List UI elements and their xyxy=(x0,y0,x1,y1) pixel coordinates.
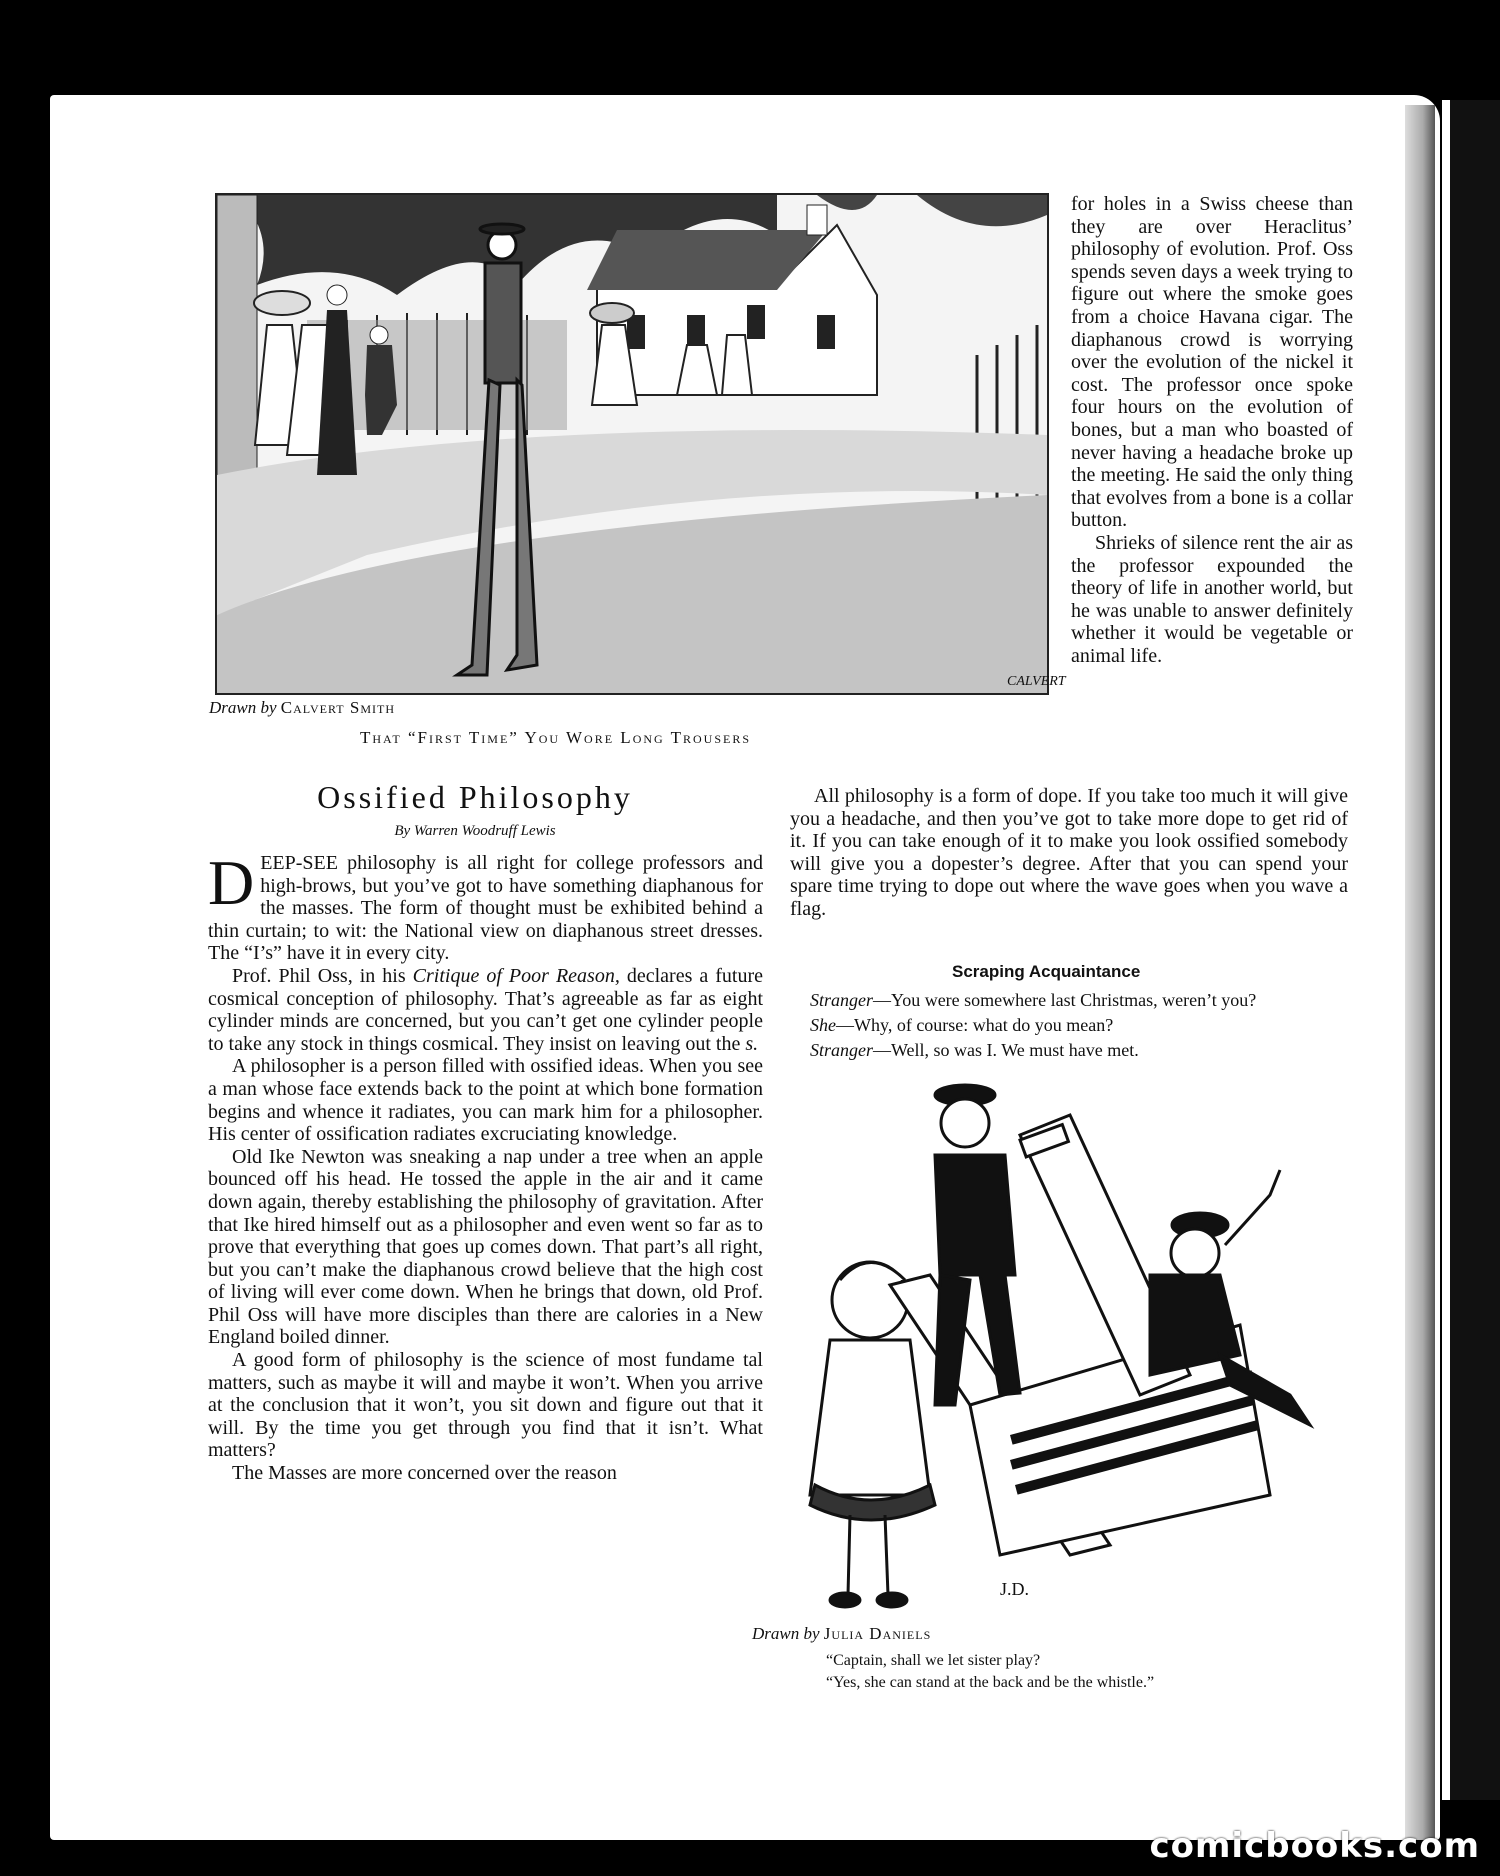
joke-line-1 xyxy=(810,988,1370,1013)
paragraph-masses: The Masses are more concerned over the reason xyxy=(232,1462,617,1485)
bottom-illustration-caption xyxy=(826,1650,1154,1694)
credit-artist-name: Calvert Smith xyxy=(280,698,395,717)
site-watermark: comicbooks.com xyxy=(1149,1826,1480,1866)
top-illustration-caption: That “First Time” You Wore Long Trousers xyxy=(360,728,752,747)
line-text: —Why, of course: what do you mean? xyxy=(836,1015,1114,1035)
joke-dialog xyxy=(810,988,1370,1063)
right-column-top xyxy=(1071,193,1353,667)
bottom-illustration-credit xyxy=(752,1624,931,1644)
line-text: —Well, so was I. We must have met. xyxy=(873,1040,1139,1060)
paragraph-deep-see-text: EEP-SEE philosophy is all right for college professors and high-brows, but you’ve got to have something diaphanous for the masses. The form of thought must be exhibited behind a thin curtain; to wit: the National view on diaphanous street dresses. The “I’s” have it in every city. xyxy=(208,852,763,965)
joke-heading: Scraping Acquaintance xyxy=(952,962,1141,981)
left-column xyxy=(208,847,764,1485)
caption-line-1: “Captain, shall we let sister play? xyxy=(826,1652,1041,1669)
p2-part-b: declares a future cosmical conception of philosophy. That’s agreeable as far as eight cylinder minds are concerned, but you can’t get one cylinder people to take any stock in things cosmical. They insist on leaving out the xyxy=(208,964,764,1055)
paragraph-ike-newton: Old Ike Newton was sneaking a nap under a tree when an apple bounced off his head. He tossed the apple in the air and it came down again, thereby establishing the philosophy of gravitation. After that Ike hired himself out as a philosopher and even went so far as to prove that everything that goes up comes down. That part’s all right, but you can’t make the diaphanous crowd believe that the high cost of living will ever come down. When he brings that down, old Prof. Phil Oss will have more disciples than there are calories in a New England boiled dinner. xyxy=(208,1145,763,1349)
illustration-captain-and-sister xyxy=(770,1075,1350,1615)
joke-line-2 xyxy=(810,1013,1370,1038)
calvert-signature: CALVERT xyxy=(1007,674,1066,689)
speaker-stranger: Stranger xyxy=(810,990,873,1010)
paragraph-good-form: A good form of philosophy is the science of most fundame tal matters, such as maybe it will and maybe it won’t. When you arrive at the conclusion that it won’t, you sit down and figure out that it will. By the time you get through you find that it isn’t. What matters? xyxy=(208,1349,763,1462)
speaker-stranger: Stranger xyxy=(810,1040,873,1060)
speaker-she: She xyxy=(810,1015,836,1035)
paragraph-swiss-cheese: for holes in a Swiss cheese than they are over Heraclitus’ philosophy of evolution. Prof. Oss spends seven days a week trying to figure out where the smoke goes from a choice Havana cigar. The diaphanous crowd is worrying over the evolution of the nickel it cost. The professor once spoke four hours on the evolution of bones, but a man who boasted of never having a headache broke up the meeting. He said the only thing that evolves from a bone is a collar button. xyxy=(1071,193,1353,532)
line-text: —You were somewhere last Christmas, weren’t you? xyxy=(873,990,1257,1010)
page-spine-shadow xyxy=(1405,105,1435,1840)
next-page-dark-band xyxy=(1450,100,1500,1800)
book-title-critique: Critique of Poor Reason, xyxy=(412,964,620,987)
caption-line-2: “Yes, she can stand at the back and be the whistle.” xyxy=(826,1674,1155,1691)
paragraph-shrieks-of-silence: Shrieks of silence rent the air as the professor expounded the theory of life in another world, but he was unable to answer definitely whether it would be vegetable or animal life. xyxy=(1071,531,1353,667)
article-title: Ossified Philosophy xyxy=(317,779,633,815)
illustration-long-trousers xyxy=(215,193,1066,695)
jd-signature: J.D. xyxy=(1000,1579,1030,1599)
right-column-middle xyxy=(790,785,1348,921)
p2-italic-s: s. xyxy=(745,1032,759,1055)
p2-part-a: Prof. Phil Oss, in his xyxy=(232,964,413,987)
joke-line-3 xyxy=(810,1038,1370,1063)
paragraph-dope: All philosophy is a form of dope. If you take too much it will give you a headache, and then you’ve got to take more dope to get rid of it. If you can take enough of it to make you look ossified somebody will give you a dopester’s degree. After that you can spend your spare time trying to dope out where the wave goes when you wave a flag. xyxy=(790,785,1348,920)
credit-prefix: Drawn by xyxy=(209,698,277,717)
credit-artist-name: Julia Daniels xyxy=(823,1624,932,1643)
article-byline: By Warren Woodruff Lewis xyxy=(394,823,556,839)
paragraph-deep-see xyxy=(208,847,763,965)
top-illustration-credit xyxy=(209,698,395,718)
paragraph-philosopher: A philosopher is a person filled with ossified ideas. When you see a man whose face extends back to the point at which bone formation begins and whence it radiates, you can mark him for a philosopher. His center of ossification radiates excruciating knowledge. xyxy=(208,1055,763,1146)
paragraph-phil-oss xyxy=(208,965,763,1055)
drop-cap: D xyxy=(208,847,255,918)
credit-prefix: Drawn by xyxy=(752,1624,820,1643)
